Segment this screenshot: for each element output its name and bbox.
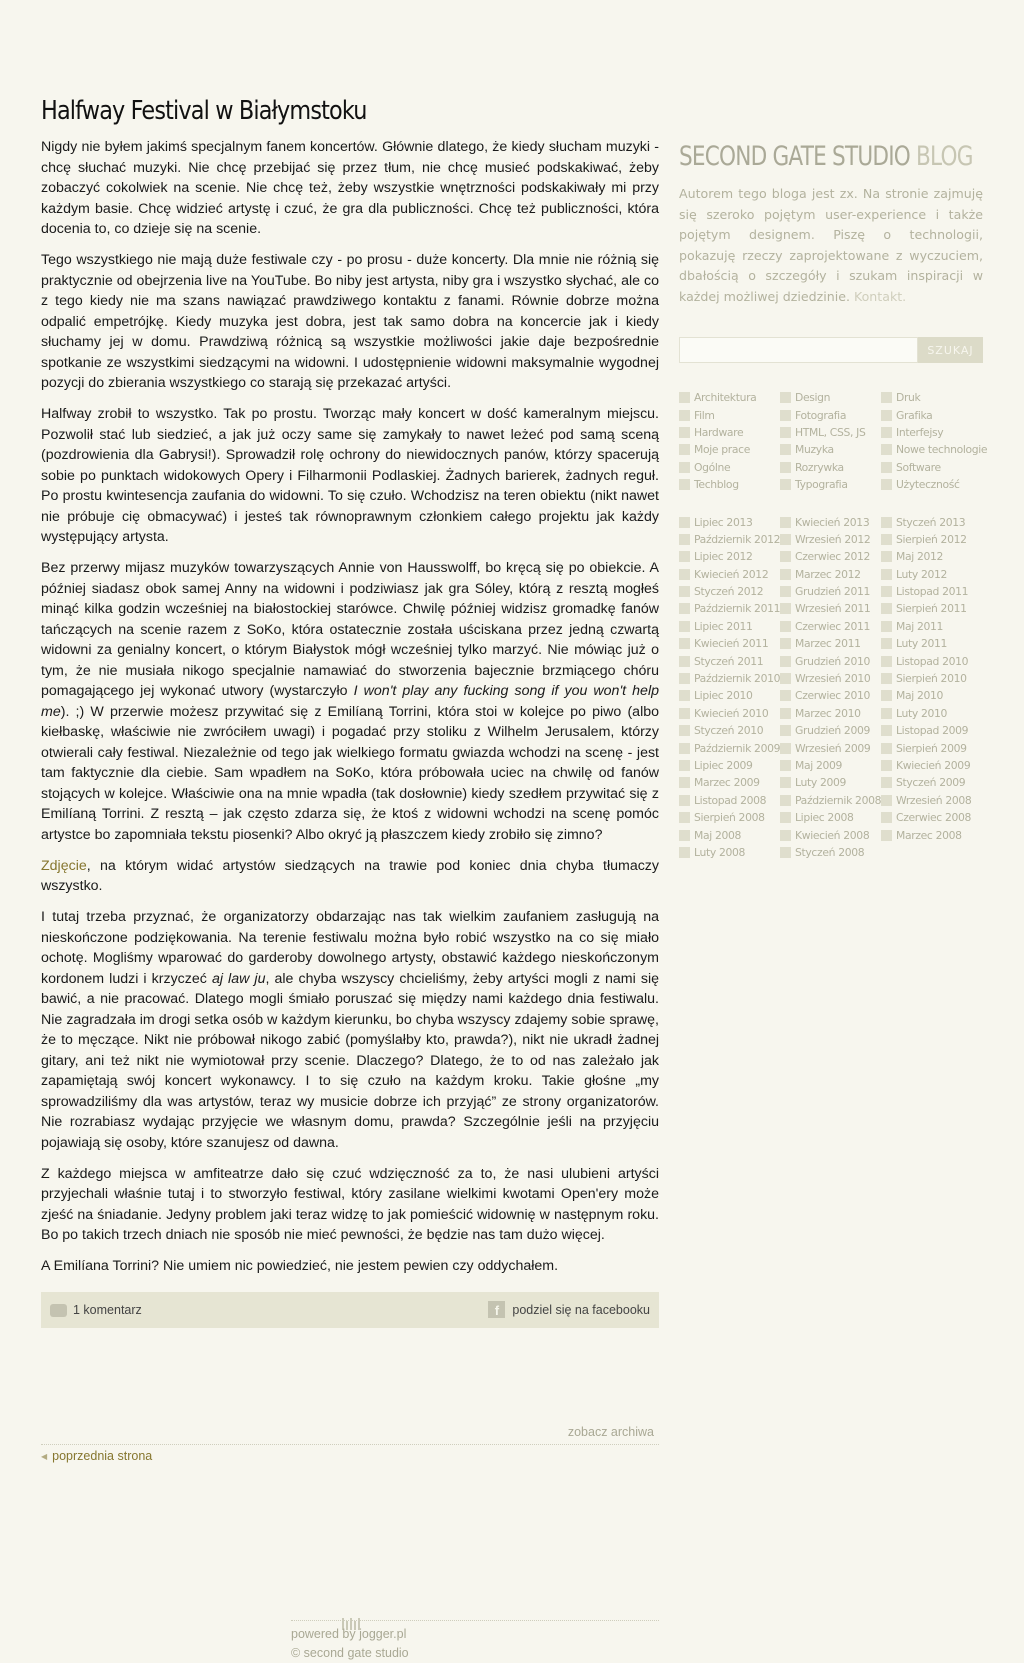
brand-blog-word: BLOG	[909, 141, 973, 172]
paragraph-4-text-a: Bez przerwy mijasz muzyków towarzyszących Annie von Hausswolff, bo kręcą się po obiekcie. A później siadasz obok samej Anny na widowni i podziwiasz jak gra Sóley, którą z resztą mogłeś minąć kilka godzin wcześniej na białostockiej starówce. Chwilę później widzisz gromadkę fanów tańczących na scenie razem z SoKo, która ostatecznie została uściskana przez jedną czwartą widowni za genialny koncert, o którym Białystok mógł wcześniej tylko marzyć. Nie mówiąc już o tym, że nie musiała nikogo specjalnie namawiać do stworzenia bajecznie brzmiącego chóru pomagającego jej wykonać utwory (wystarczyło	[41, 560, 659, 699]
archive-link[interactable]: zobacz archiwa	[41, 1425, 659, 1445]
category-item[interactable]	[780, 424, 881, 441]
square-bullet-icon	[679, 410, 690, 421]
archive-month-item[interactable]	[780, 826, 881, 843]
category-item[interactable]	[679, 459, 780, 476]
archive-month-item-label: Listopad 2010	[896, 654, 969, 668]
square-bullet-icon	[780, 725, 791, 736]
square-bullet-icon	[881, 638, 892, 649]
about-description: Autorem tego bloga jest zx. Na stronie zajmuję się szeroko pojętym user-experience i także pojętym designem. Piszę o technologii, pokazuję rzeczy zaprojektowane z wyczuciem, dbałością o szczegóły i szukam inspiracji w każdej możliwej dziedzinie.	[679, 186, 983, 304]
archive-month-item-label: Maj 2009	[795, 759, 843, 772]
archive-month-item-label: Kwiecień 2009	[896, 759, 971, 772]
archive-month-item-label: Grudzień 2011	[795, 585, 871, 599]
archive-month-item-label: Lipiec 2012	[694, 550, 753, 564]
square-bullet-icon	[881, 760, 892, 771]
category-list	[679, 389, 988, 493]
archive-month-item[interactable]	[679, 583, 780, 600]
archive-month-item-label: Luty 2011	[896, 637, 948, 651]
archive-month-item-label: Wrzesień 2010	[795, 672, 871, 686]
archive-month-item[interactable]	[881, 652, 983, 669]
archive-month-item[interactable]	[881, 826, 983, 843]
previous-page-label: poprzednia strona	[52, 1449, 153, 1463]
category-item-label: Grafika	[896, 408, 933, 422]
archive-month-item[interactable]	[780, 583, 881, 600]
square-bullet-icon	[881, 621, 892, 632]
category-item-label: Ogólne	[694, 460, 731, 474]
square-bullet-icon	[780, 410, 791, 421]
category-item-label: Techblog	[694, 478, 739, 492]
square-bullet-icon	[780, 586, 791, 597]
site-logo[interactable]	[679, 141, 973, 172]
archive-month-item-label: Październik 2010	[694, 672, 781, 686]
square-bullet-icon	[780, 551, 791, 562]
archive-month-item-label: Lipiec 2011	[694, 619, 753, 633]
square-bullet-icon	[881, 603, 892, 614]
category-item[interactable]	[780, 441, 881, 458]
archive-month-item-label: Wrzesień 2011	[795, 602, 871, 616]
category-item[interactable]	[881, 476, 983, 493]
page-footer	[291, 1620, 659, 1663]
archive-month-item-label: Maj 2010	[896, 689, 944, 703]
category-item-label: Rozrywka	[795, 460, 844, 474]
category-item[interactable]	[881, 459, 983, 476]
square-bullet-icon	[679, 517, 690, 528]
square-bullet-icon	[679, 690, 690, 701]
square-bullet-icon	[679, 708, 690, 719]
archive-month-item[interactable]	[780, 722, 881, 739]
archive-month-item-label: Grudzień 2010	[795, 654, 871, 668]
square-bullet-icon	[679, 638, 690, 649]
archive-month-item[interactable]	[780, 652, 881, 669]
archive-month-item-label: Styczeń 2008	[795, 845, 865, 859]
archive-month-item[interactable]	[881, 722, 983, 739]
facebook-icon: f	[488, 1301, 505, 1318]
category-item-label: Hardware	[694, 425, 744, 439]
archive-month-item-label: Sierpień 2008	[694, 811, 765, 825]
paragraph-8: A Emilíana Torrini? Nie umiem nic powiedzieć, nie jestem pewien czy oddychałem.	[41, 1258, 559, 1274]
square-bullet-icon	[881, 830, 892, 841]
square-bullet-icon	[881, 427, 892, 438]
archive-month-item[interactable]	[881, 670, 983, 687]
archive-month-item[interactable]	[881, 687, 983, 704]
category-item[interactable]	[780, 389, 881, 406]
archive-month-item-label: Luty 2010	[896, 706, 948, 720]
paragraph-4	[41, 558, 659, 845]
archive-month-item[interactable]	[881, 513, 983, 530]
square-bullet-icon	[780, 479, 791, 490]
archive-month-item[interactable]	[881, 792, 983, 809]
square-bullet-icon	[780, 673, 791, 684]
square-bullet-icon	[780, 847, 791, 858]
square-bullet-icon	[780, 638, 791, 649]
archive-month-item[interactable]	[881, 739, 983, 756]
archive-month-item[interactable]	[780, 635, 881, 652]
archive-month-item-label: Wrzesień 2012	[795, 532, 871, 546]
archive-month-item-label: Październik 2009	[694, 741, 781, 755]
paragraph-5-text: , na którym widać artystów siedzących na trawie pod koniec dnia chyba tłumaczy wszystko.	[41, 857, 659, 894]
square-bullet-icon	[881, 812, 892, 823]
square-bullet-icon	[780, 795, 791, 806]
square-bullet-icon	[881, 690, 892, 701]
square-bullet-icon	[881, 392, 892, 403]
square-bullet-icon	[679, 427, 690, 438]
square-bullet-icon	[679, 847, 690, 858]
archive-month-item[interactable]	[780, 670, 881, 687]
category-item-label: Film	[694, 408, 715, 422]
archive-month-item[interactable]	[881, 809, 983, 826]
category-item[interactable]	[679, 389, 780, 406]
category-item-label: Nowe technologie	[896, 443, 988, 457]
category-item[interactable]	[780, 406, 881, 423]
copyright: © second gate studio	[291, 1646, 409, 1660]
square-bullet-icon	[679, 586, 690, 597]
archive-month-item-label: Listopad 2011	[896, 585, 969, 599]
square-bullet-icon	[679, 462, 690, 473]
powered-by-link[interactable]: powered by jogger.pl	[291, 1627, 407, 1641]
brand-name: SECOND GATE STUDIO	[679, 141, 910, 172]
article	[41, 96, 659, 1328]
square-bullet-icon	[679, 444, 690, 455]
archive-month-item-label: Wrzesień 2009	[795, 741, 871, 755]
archive-month-item[interactable]	[780, 687, 881, 704]
quote-aj-law-ju: aj law ju	[211, 970, 266, 987]
archive-month-item[interactable]	[679, 670, 780, 687]
archive-month-item[interactable]	[679, 531, 780, 548]
archive-month-item-label: Czerwiec 2010	[795, 689, 871, 703]
archive-month-item[interactable]	[780, 844, 881, 861]
archive-month-item-label: Maj 2012	[896, 550, 944, 564]
archive-month-item[interactable]	[679, 705, 780, 722]
archive-month-item-label: Styczeń 2011	[694, 654, 764, 668]
archive-month-item[interactable]	[679, 809, 780, 826]
archive-month-item-label: Listopad 2009	[896, 724, 969, 738]
paragraph-6	[41, 907, 659, 1153]
archive-month-item[interactable]	[881, 635, 983, 652]
square-bullet-icon	[780, 760, 791, 771]
archive-month-item[interactable]	[780, 757, 881, 774]
archive-month-item[interactable]	[679, 600, 780, 617]
comment-bubble-icon	[50, 1304, 67, 1317]
archive-month-item-label: Sierpień 2009	[896, 741, 967, 755]
archive-month-item[interactable]	[780, 809, 881, 826]
square-bullet-icon	[881, 569, 892, 580]
square-bullet-icon	[679, 760, 690, 771]
square-bullet-icon	[881, 708, 892, 719]
square-bullet-icon	[881, 673, 892, 684]
archive-month-item-label: Marzec 2010	[795, 706, 861, 720]
category-item-label: Interfejsy	[896, 425, 944, 439]
square-bullet-icon	[780, 517, 791, 528]
archive-month-item[interactable]	[780, 618, 881, 635]
paragraph-2: Tego wszystkiego nie mają duże festiwale czy - po prosu - duże koncerty. Dla mnie nie różnią się praktycznie od obejrzenia live na YouTube. Bo niby jest artysta, niby gra i wszystko słychać, ale co z tego kiedy nie ma szans nawiązać prawdziwego kontaktu z fanami. Równie dobrze można odpalić empetrójkę. Kiedy muzyka jest dobra, jest tak samo dobra na koncercie jak i kiedy słuchamy jej w domu. Prawdziwą różnicą są wszystkie możliwości jakie daje bezpośrednie spotkanie ze wszystkimi siedzącymi na widowni. I udostępnienie widowni maksymalnie wygodnej pozycji do zbierania wszystkiego co starają się przekazać artyści.	[41, 252, 659, 391]
square-bullet-icon	[780, 656, 791, 667]
square-bullet-icon	[780, 743, 791, 754]
square-bullet-icon	[881, 444, 892, 455]
square-bullet-icon	[679, 812, 690, 823]
arrow-left-icon: ◀	[41, 1451, 48, 1461]
square-bullet-icon	[780, 427, 791, 438]
archive-month-item[interactable]	[780, 513, 881, 530]
archive-month-item-label: Lipiec 2010	[694, 689, 753, 703]
archive-month-item[interactable]	[780, 548, 881, 565]
archive-month-item[interactable]	[881, 618, 983, 635]
category-item[interactable]	[780, 476, 881, 493]
archive-month-item[interactable]	[881, 774, 983, 791]
archive-month-item[interactable]	[780, 774, 881, 791]
square-bullet-icon	[679, 777, 690, 788]
category-item-label: Typografia	[795, 478, 848, 492]
archive-month-item[interactable]	[780, 705, 881, 722]
square-bullet-icon	[881, 777, 892, 788]
archive-month-item[interactable]	[881, 705, 983, 722]
square-bullet-icon	[881, 534, 892, 545]
archive-list	[679, 513, 983, 861]
square-bullet-icon	[780, 621, 791, 632]
share-label: podziel się na facebooku	[512, 1302, 650, 1317]
archive-month-item-label: Lipiec 2008	[795, 811, 854, 825]
archive-month-item-label: Sierpień 2012	[896, 532, 967, 546]
category-item-label: Druk	[896, 391, 921, 405]
archive-month-item-label: Marzec 2012	[795, 567, 861, 581]
category-item-label: Fotografia	[795, 408, 847, 422]
paragraph-4-text-b: ). ;) W przerwie możesz przywitać się z Emilíaną Torrini, która stoi w kolejce po piwo (albo kiełbaskę, właściwie nie zwróciłem uwagi) i pogadać przy stoliku z Wilhelm Jerusalem, którzy otwierali cały festiwal. Niezależnie od tego jak wielkiego formatu gwiazda wchodzi na scenę - jest tam faktycznie dla ciebie. Sam wpadłem na SoKo, która próbowała uciec na chwilę od fanów stojących w kolejce. Właściwie ona na mnie wpadła (tak dosłownie) kiedy szedłem przywitać się z Emilíaną Torrini. Z resztą – jak często zdarza się, że ktoś z widowni wchodzi na scenę pomóc artystce bo zapomniała tekstu piosenki? Albo okryć ją płaszczem kiedy zrobiło się zimno?	[41, 703, 659, 843]
category-item-label: Moje prace	[694, 443, 750, 457]
square-bullet-icon	[679, 656, 690, 667]
archive-month-item-label: Styczeń 2012	[694, 585, 764, 599]
archive-month-item[interactable]	[679, 739, 780, 756]
archive-month-item[interactable]	[780, 792, 881, 809]
category-item-label: Muzyka	[795, 443, 834, 457]
square-bullet-icon	[780, 830, 791, 841]
archive-month-item-label: Czerwiec 2008	[896, 811, 972, 825]
archive-month-item-label: Styczeń 2013	[896, 515, 966, 529]
archive-month-item[interactable]	[881, 757, 983, 774]
archive-month-item-label: Październik 2011	[694, 602, 781, 616]
archive-month-item-label: Maj 2008	[694, 828, 742, 842]
archive-month-item-label: Luty 2009	[795, 776, 847, 790]
square-bullet-icon	[881, 517, 892, 528]
paragraph-6-text-a: I tutaj trzeba przyznać, że organizatorzy obdarzając nas tak wielkim zaufaniem zasługują na nieskończone podziękowania. Na terenie festiwalu można było robić wszystko na co się miało ochotę. Mogliśmy wparować do garderoby dowolnego artysty, obstawić każdego nieskończonym kordonem ludzi i krzyczeć	[41, 909, 659, 987]
archive-month-item-label: Kwiecień 2010	[694, 706, 769, 720]
archive-month-item-label: Styczeń 2010	[694, 724, 764, 738]
archive-month-item-label: Kwiecień 2008	[795, 828, 870, 842]
archive-month-item[interactable]	[679, 722, 780, 739]
archive-month-item-label: Czerwiec 2012	[795, 550, 871, 564]
archive-month-item-label: Marzec 2008	[896, 828, 962, 842]
square-bullet-icon	[679, 673, 690, 684]
square-bullet-icon	[679, 795, 690, 806]
square-bullet-icon	[881, 551, 892, 562]
square-bullet-icon	[679, 569, 690, 580]
archive-month-item[interactable]	[679, 566, 780, 583]
search-button[interactable]: SZUKAJ	[918, 337, 983, 363]
category-item[interactable]	[881, 424, 983, 441]
archive-month-item[interactable]	[679, 618, 780, 635]
category-item[interactable]	[881, 441, 988, 458]
square-bullet-icon	[679, 621, 690, 632]
category-item-label: Użyteczność	[896, 478, 960, 492]
archive-month-item[interactable]	[780, 739, 881, 756]
square-bullet-icon	[881, 725, 892, 736]
archive-month-item[interactable]	[881, 600, 983, 617]
category-item-label: Software	[896, 460, 941, 474]
square-bullet-icon	[679, 725, 690, 736]
archive-month-item[interactable]	[780, 531, 881, 548]
square-bullet-icon	[881, 586, 892, 597]
archive-navigation	[41, 1425, 659, 1463]
post-footer-bar	[41, 1292, 659, 1328]
archive-month-item-label: Lipiec 2013	[694, 515, 753, 529]
category-item[interactable]	[780, 459, 881, 476]
archive-month-item[interactable]	[679, 826, 780, 843]
square-bullet-icon	[881, 743, 892, 754]
archive-month-item[interactable]	[881, 531, 983, 548]
archive-month-item-label: Maj 2011	[896, 619, 944, 633]
archive-month-item-label: Luty 2008	[694, 845, 746, 859]
archive-month-item[interactable]	[881, 566, 983, 583]
square-bullet-icon	[679, 830, 690, 841]
category-item[interactable]	[679, 476, 780, 493]
archive-month-item[interactable]	[679, 548, 780, 565]
square-bullet-icon	[780, 690, 791, 701]
category-item[interactable]	[679, 424, 780, 441]
contact-link[interactable]: Kontakt.	[853, 288, 907, 304]
archive-month-item-label: Wrzesień 2008	[896, 793, 972, 807]
search-input[interactable]	[679, 337, 918, 363]
category-item[interactable]	[881, 406, 983, 423]
square-bullet-icon	[679, 534, 690, 545]
song-quote: I won't play any fucking song if you won't help me	[41, 683, 659, 720]
archive-month-item[interactable]	[679, 513, 780, 530]
square-bullet-icon	[679, 551, 690, 562]
category-item-label: Design	[795, 391, 831, 405]
archive-month-item[interactable]	[679, 757, 780, 774]
archive-month-item-label: Luty 2012	[896, 567, 948, 581]
paragraph-6-text-b: , ale chyba wszyscy chcieliśmy, żeby artyści mogli z nami się bawić, a nie pracować. Dlatego mogli śmiało poruszać się między nami każdego dnia festiwalu. Nie zagradzała im drogi setka osób w każdym kierunku, bo chyba wszyscy zdajemy sobie sprawę, że to męczące. Nikt nie próbował nikogo zabić (pomyślałby kto, prawda?), nikt nie ukradł żadnej gitary, ani też nikt nie wymiotował przy scenie. Dlaczego? Dlatego, że to od nas zależało jak zapamiętają swój koncert wykonawcy. I to się czuło na każdym kroku. Takie głośne „my sprowadziliśmy dla was artystów, teraz wy musicie dobrze ich przyjąć” ze strony organizatorów. Nie rozrabiasz wydając przyjęcie we własnym domu, prawda? Szczególnie jeśli na przyjęciu pojawiają się osoby, które szanujesz od dawna.	[41, 970, 660, 1151]
square-bullet-icon	[780, 708, 791, 719]
category-item[interactable]	[881, 389, 983, 406]
archive-month-item-label: Sierpień 2010	[896, 672, 967, 686]
category-item-label: HTML, CSS, JS	[795, 425, 866, 439]
archive-month-item[interactable]	[679, 652, 780, 669]
category-item[interactable]	[679, 406, 780, 423]
square-bullet-icon	[780, 812, 791, 823]
paragraph-7: Z każdego miejsca w amfiteatrze dało się czuć wdzięczność za to, że nasi ulubieni artyści przyjechali właśnie tutaj i to stworzyło festiwal, który zasilane wielkimi kwotami Open'ery może zjeść na śniadanie. Jedyny problem jaki teraz widzę to jak pomieścić widownię w następnym roku. Bo po takich trzech dniach nie sposób nie mieć pewności, że będzie nas tam dużo więcej.	[41, 1165, 659, 1243]
square-bullet-icon	[780, 534, 791, 545]
paragraph-1: Nigdy nie byłem jakimś specjalnym fanem koncertów. Głównie dlatego, że kiedy słucham muzyki - chcę słuchać muzyki. Nie chcę przebijać się przez tłum, nie chcę musieć podskakiwać, żeby zobaczyć cokolwiek na scenie. Nie chcę też, żeby wszystkie wnętrzności podskakiwały mi przy każdym basie. Chcę widzieć artystę i czuć, że gra dla publiczności. Chcę też publiczności, która docenia to, co dzieje się na scenie.	[41, 139, 659, 237]
archive-month-item[interactable]	[679, 792, 780, 809]
paragraph-3: Halfway zrobił to wszystko. Tak po prostu. Tworząc mały koncert w dość kameralnym miejscu. Pozwolił stać lub siedzieć, a jak już oczy same się zamykały to nawet leżeć pod samą sceną (pozdrowienia dla Gabrysi!). Sprowadził rolę ochrony do niewidocznych panów, którzy spacerują sobie po punktach widokowych Opery i Filharmonii Podlaskiej. Żadnych barierek, żadnych reguł. Po prostu kwintesencja zaufania do widowni. To się czuło. Wchodzisz na teren obiektu (nikt nawet nie próbuje cię obmacywać) i jesteś tak równoprawnym członkiem całego projektu jak każdy występujący artysta.	[41, 406, 659, 545]
category-item-label: Architektura	[694, 391, 757, 405]
archive-month-item[interactable]	[780, 600, 881, 617]
square-bullet-icon	[780, 444, 791, 455]
archive-month-item-label: Sierpień 2011	[896, 602, 967, 616]
square-bullet-icon	[780, 777, 791, 788]
footer-divider	[291, 1620, 659, 1621]
square-bullet-icon	[780, 569, 791, 580]
archive-month-item[interactable]	[881, 583, 983, 600]
square-bullet-icon	[780, 462, 791, 473]
archive-month-item-label: Kwiecień 2012	[694, 567, 769, 581]
archive-month-item-label: Marzec 2009	[694, 776, 760, 790]
archive-month-item-label: Grudzień 2009	[795, 724, 871, 738]
paragraph-5	[41, 856, 659, 897]
square-bullet-icon	[679, 743, 690, 754]
archive-month-item[interactable]	[679, 687, 780, 704]
comments-link[interactable]	[50, 1303, 142, 1317]
sidebar	[679, 138, 988, 861]
square-bullet-icon	[881, 795, 892, 806]
post-title[interactable]: Halfway Festival w Białymstoku	[41, 96, 367, 126]
archive-month-item[interactable]	[881, 548, 983, 565]
square-bullet-icon	[679, 392, 690, 403]
archive-month-item[interactable]	[679, 635, 780, 652]
square-bullet-icon	[780, 392, 791, 403]
square-bullet-icon	[881, 656, 892, 667]
facebook-share-link[interactable]	[488, 1301, 650, 1318]
square-bullet-icon	[679, 603, 690, 614]
photo-link[interactable]: Zdjęcie	[41, 857, 87, 874]
archive-month-item[interactable]	[679, 844, 780, 861]
archive-month-item-label: Styczeń 2009	[896, 776, 966, 790]
archive-month-item-label: Marzec 2011	[795, 637, 861, 651]
square-bullet-icon	[679, 479, 690, 490]
archive-month-item-label: Kwiecień 2011	[694, 637, 769, 651]
archive-month-item[interactable]	[679, 774, 780, 791]
archive-month-item-label: Kwiecień 2013	[795, 515, 870, 529]
square-bullet-icon	[881, 462, 892, 473]
archive-month-item-label: Październik 2008	[795, 793, 882, 807]
archive-month-item-label: Listopad 2008	[694, 793, 767, 807]
archive-month-item-label: Czerwiec 2011	[795, 619, 871, 633]
brand-header	[679, 138, 983, 172]
category-item[interactable]	[679, 441, 780, 458]
archive-month-item[interactable]	[780, 566, 881, 583]
archive-month-item-label: Październik 2012	[694, 532, 781, 546]
archive-month-item-label: Lipiec 2009	[694, 759, 753, 772]
square-bullet-icon	[881, 410, 892, 421]
comments-count: 1 komentarz	[73, 1302, 142, 1317]
search-form	[679, 337, 983, 363]
square-bullet-icon	[881, 479, 892, 490]
about-text	[679, 184, 983, 307]
previous-page-link[interactable]	[41, 1449, 659, 1463]
square-bullet-icon	[780, 603, 791, 614]
